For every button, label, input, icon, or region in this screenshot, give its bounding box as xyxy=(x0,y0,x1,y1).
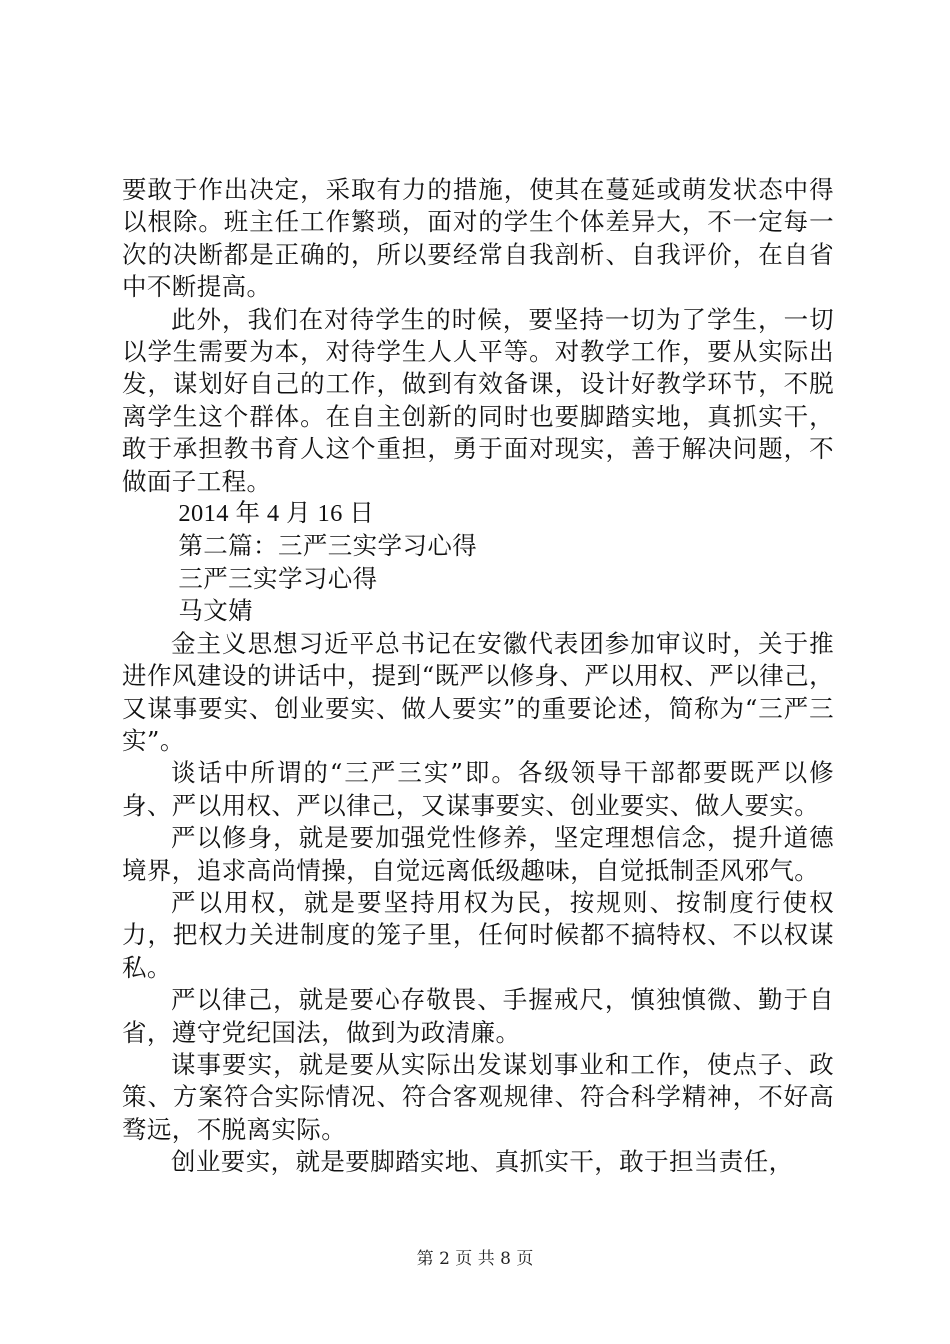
paragraph-definition: 谈话中所谓的“三严三实”即。各级领导干部都要既严以修身、严以用权、严以律己，又谋事要实、创业要实、做人要实。 xyxy=(122,758,834,820)
page-footer xyxy=(0,1244,950,1269)
article-title: 三严三实学习心得 xyxy=(178,563,378,593)
paragraph-planning: 谋事要实，就是要从实际出发谋划事业和工作，使点子、政策、方案符合实际情况、符合客观规律、符合科学精神，不好高骛远，不脱离实际。 xyxy=(122,1049,834,1144)
paragraph-self-cultivation: 严以修身，就是要加强党性修养，坚定理想信念，提升道德境界，追求高尚情操，自觉远离低级趣味，自觉抵制歪风邪气。 xyxy=(122,823,834,885)
paragraph-entrepreneurship: 创业要实，就是要脚踏实地、真抓实干，敢于担当责任， xyxy=(171,1147,794,1177)
document-body xyxy=(122,174,834,1179)
paragraph-teaching: 此外，我们在对待学生的时候，要坚持一切为了学生，一切以学生需要为本，对待学生人人平等。对教学工作，要从实际出发，谋划好自己的工作，做到有效备课，设计好教学环节，不脱离学生这个群体。在自主创新的同时也要脚踏实地，真抓实干，敢于承担教书育人这个重担，勇于面对现实，善于解决问题，不做面子工程。 xyxy=(122,304,834,496)
author-name: 马文婧 xyxy=(178,596,254,626)
paragraph-continuation: 要敢于作出决定，采取有力的措施，使其在蔓延或萌发状态中得以根除。班主任工作繁琐，面对的学生个体差异大，不一定每一次的决断都是正确的，所以要经常自我剖析、自我评价，在自省中不断提高。 xyxy=(122,175,834,302)
section-heading: 第二篇：三严三实学习心得 xyxy=(178,531,478,561)
paragraph-self-discipline: 严以律己，就是要心存敬畏、手握戒尺，慎独慎微、勤于自省，遵守党纪国法，做到为政清廉。 xyxy=(122,985,834,1047)
paragraph-use-of-power: 严以用权，就是要坚持用权为民，按规则、按制度行使权力，把权力关进制度的笼子里，任何时候都不搞特权、不以权谋私。 xyxy=(122,887,834,982)
page-number: 第 2 页 共 8 页 xyxy=(416,1249,534,1269)
paragraph-intro: 金主义思想习近平总书记在安徽代表团参加审议时，关于推进作风建设的讲话中，提到“既严以修身、严以用权、严以律己，又谋事要实、创业要实、做人要实”的重要论述，简称为“三严三实”。 xyxy=(122,628,834,755)
date-line: 2014 年 4 月 16 日 xyxy=(178,500,375,528)
